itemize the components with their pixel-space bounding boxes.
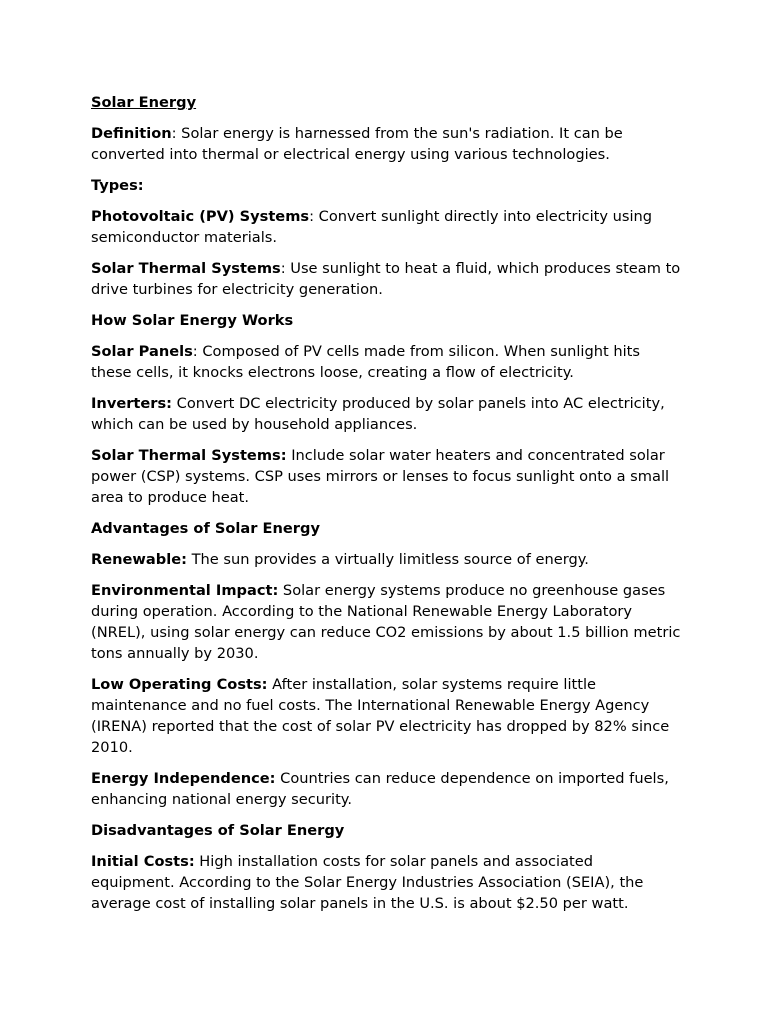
advantage-independence-text: Countries can reduce dependence on imported fuels, enhancing national energy security. (91, 770, 669, 808)
how-panels-term: Solar Panels (91, 343, 193, 360)
how-thermal-term: Solar Thermal Systems: (91, 447, 287, 464)
type-pv-term: Photovoltaic (PV) Systems (91, 208, 310, 225)
advantage-independence-term: Energy Independence: (91, 770, 276, 787)
how-inverters-paragraph (91, 393, 681, 435)
definition-paragraph (91, 123, 681, 165)
advantage-costs-term: Low Operating Costs: (91, 676, 268, 693)
disadvantage-initial-costs-term: Initial Costs: (91, 853, 195, 870)
disadvantages-heading: Disadvantages of Solar Energy (91, 822, 345, 839)
how-thermal-paragraph (91, 445, 681, 508)
how-inverters-text: Convert DC electricity produced by solar panels into AC electricity, which can be used by household appliances. (91, 395, 665, 433)
advantage-renewable-paragraph (91, 549, 681, 570)
how-panels-paragraph (91, 341, 681, 383)
type-thermal-term: Solar Thermal Systems (91, 260, 281, 277)
definition-term: Definition (91, 125, 172, 142)
how-inverters-term: Inverters: (91, 395, 173, 412)
advantage-costs-paragraph (91, 674, 681, 758)
type-thermal-text: : Use sunlight to heat a fluid, which produces steam to drive turbines for electricity generation. (91, 260, 681, 298)
advantage-renewable-term: Renewable: (91, 551, 187, 568)
types-heading: Types: (91, 177, 144, 194)
definition-text: : Solar energy is harnessed from the sun's radiation. It can be converted into thermal or electrical energy using various technologies. (91, 125, 623, 163)
advantages-heading: Advantages of Solar Energy (91, 520, 320, 537)
how-heading: How Solar Energy Works (91, 312, 294, 329)
advantage-independence-paragraph (91, 768, 681, 810)
how-panels-text: : Composed of PV cells made from silicon. When sunlight hits these cells, it knocks electrons loose, creating a flow of electricity. (91, 343, 640, 381)
advantage-renewable-text: The sun provides a virtually limitless source of energy. (186, 551, 589, 568)
advantage-environment-term: Environmental Impact: (91, 582, 279, 599)
type-pv-paragraph (91, 206, 681, 248)
type-pv-text: : Convert sunlight directly into electricity using semiconductor materials. (91, 208, 653, 246)
how-thermal-text: Include solar water heaters and concentrated solar power (CSP) systems. CSP uses mirrors or lenses to focus sunlight onto a small area to produce heat. (91, 447, 670, 506)
document-page (91, 92, 681, 924)
disadvantage-initial-costs-paragraph (91, 851, 681, 914)
advantage-environment-text: Solar energy systems produce no greenhouse gases during operation. According to the National Renewable Energy Laboratory (NREL), using solar energy can reduce CO2 emissions by about 1.5 billion metric tons annually by 2030. (91, 582, 681, 662)
type-thermal-paragraph (91, 258, 681, 300)
advantage-costs-text: After installation, solar systems require little maintenance and no fuel costs. The International Renewable Energy Agency (IRENA) reported that the cost of solar PV electricity has dropped by 82% since 2010. (91, 676, 670, 756)
advantage-environment-paragraph (91, 580, 681, 664)
document-title: Solar Energy (91, 94, 197, 111)
disadvantage-initial-costs-text: High installation costs for solar panels and associated equipment. According to the Solar Energy Industries Association (SEIA), the average cost of installing solar panels in the U.S. is about $2.50 per watt. (91, 853, 644, 912)
